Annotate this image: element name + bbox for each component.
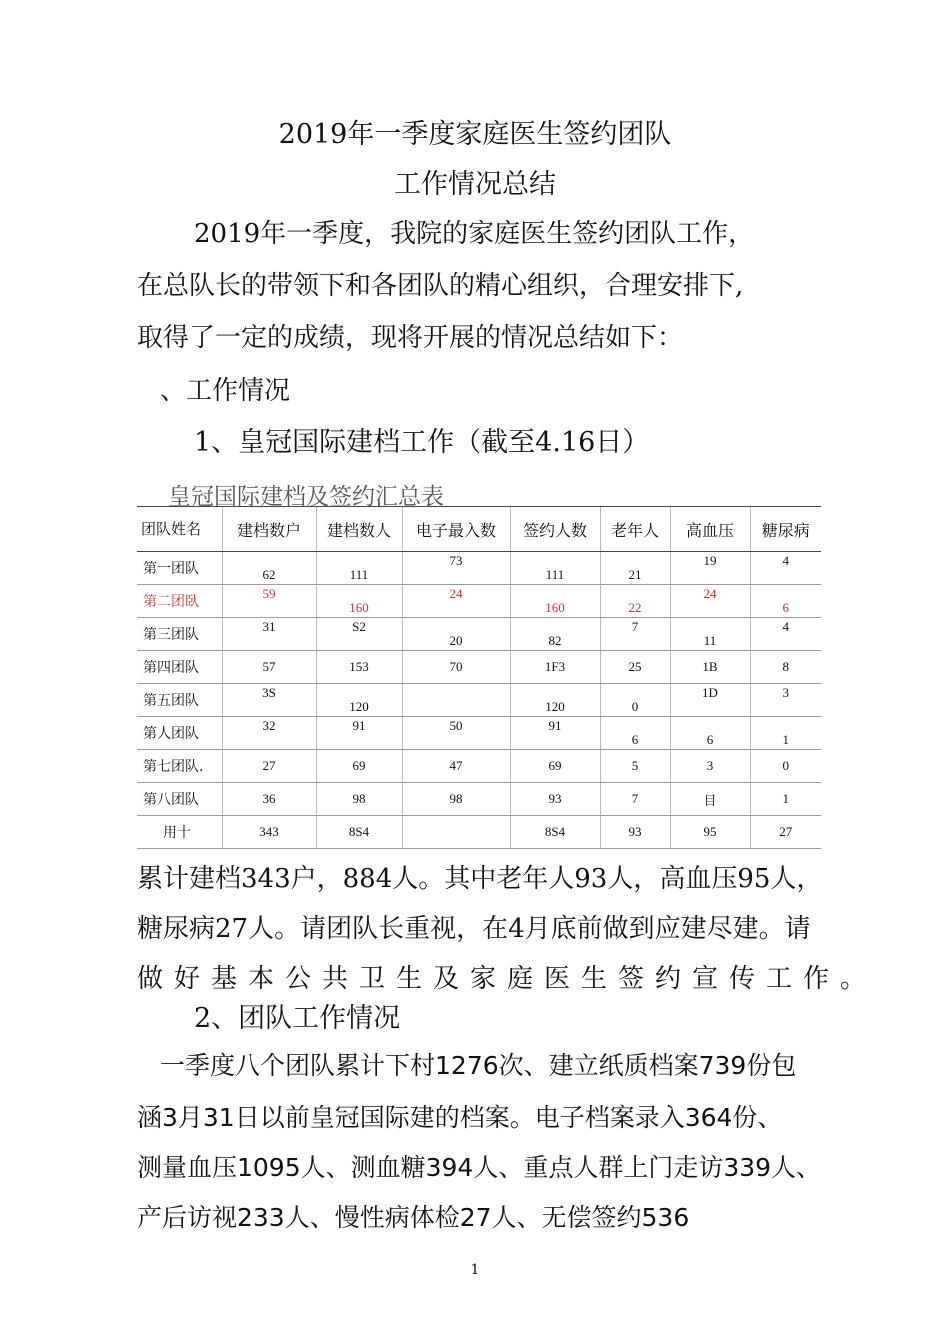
summary-line-2: 糖尿病27人。请团队长重视，在4月底前做到应建尽建。请 (137, 914, 811, 944)
table-cell: 62 (222, 552, 316, 585)
table-cell: 22 (600, 585, 670, 618)
intro-line-3: 取得了一定的成绩，现将开展的情况总结如下： (137, 323, 684, 353)
table-cell: 0 (750, 750, 821, 783)
header-electronic: 电子最入数 (402, 507, 510, 552)
section-heading: 、工作情况 (160, 376, 291, 406)
table-cell: 160 (316, 585, 402, 618)
summary-line-1: 累计建档343户，884人。其中老年人93人，高血压95人， (137, 864, 823, 894)
page-number: 1 (470, 1262, 480, 1278)
table-row (137, 684, 821, 717)
table-total-row (137, 816, 821, 849)
header-persons: 建档数人 (316, 507, 402, 552)
table-caption: 皇冠国际建档及签约汇总表 (168, 484, 444, 510)
team-work-line-2: 涵3月31日以前皇冠国际建的档案。电子档案录入364份、 (137, 1103, 783, 1132)
table-cell: 32 (222, 717, 316, 750)
team-cell: 第三团队 (137, 618, 222, 651)
table-cell: 7 (600, 783, 670, 816)
table-cell: 4 (750, 618, 821, 651)
table-cell: 20 (402, 618, 510, 651)
team-cell: 第二团臥 (137, 585, 222, 618)
header-team: 团队姓名 (137, 507, 222, 552)
table-cell: 1F3 (510, 651, 600, 684)
team-cell: 第四团队 (137, 651, 222, 684)
team-cell: 第人团队 (137, 717, 222, 750)
team-cell: 第七团队. (137, 750, 222, 783)
team-cell: 用十 (137, 816, 222, 849)
table-cell: 7 (600, 618, 670, 651)
table-cell: 27 (222, 750, 316, 783)
table-row (137, 651, 821, 684)
header-elderly: 老年人 (600, 507, 670, 552)
table-cell: 69 (510, 750, 600, 783)
table-cell: 153 (316, 651, 402, 684)
table-cell (402, 684, 510, 717)
intro-line-2: 在总队长的带领下和各团队的精心组织，合理安排下, (137, 271, 744, 301)
table-cell: 24 (402, 585, 510, 618)
table-cell: 8 (750, 651, 821, 684)
table-cell: 5 (600, 750, 670, 783)
table-cell: 57 (222, 651, 316, 684)
table-cell: 91 (316, 717, 402, 750)
table-cell: 21 (600, 552, 670, 585)
team-work-line-4: 产后访视233人、慢性病体检27人、无偿签约536 (137, 1203, 690, 1232)
table-cell: 0 (600, 684, 670, 717)
table-cell: 4 (750, 552, 821, 585)
table-cell: 93 (600, 816, 670, 849)
header-households: 建档数户 (222, 507, 316, 552)
table-row (137, 783, 821, 816)
team-work-line-3: 测量血压1095人、测血糖394人、重点人群上门走访339人、 (137, 1153, 822, 1182)
table-cell: 50 (402, 717, 510, 750)
table-cell: S2 (316, 618, 402, 651)
header-diabetes: 糖尿病 (750, 507, 821, 552)
table-cell: 6 (600, 717, 670, 750)
team-cell: 第一团队 (137, 552, 222, 585)
table-cell: 73 (402, 552, 510, 585)
table-cell: 19 (670, 552, 750, 585)
table-cell: 47 (402, 750, 510, 783)
team-cell: 第五团队 (137, 684, 222, 717)
table-row (137, 717, 821, 750)
table-cell: 82 (510, 618, 600, 651)
table-cell: 95 (670, 816, 750, 849)
table-cell: 98 (402, 783, 510, 816)
table-cell: 1D (670, 684, 750, 717)
subsection-heading-1: 1、皇冠国际建档工作（截至4.16日） (194, 427, 650, 458)
table-cell: 31 (222, 618, 316, 651)
table-row (137, 750, 821, 783)
table-cell: 111 (510, 552, 600, 585)
table-cell: 目 (670, 783, 750, 816)
header-hypertension: 高血压 (670, 507, 750, 552)
table-cell: 111 (316, 552, 402, 585)
table-cell: 1 (750, 783, 821, 816)
table-cell: 1B (670, 651, 750, 684)
table-cell: 3 (670, 750, 750, 783)
table-cell: 6 (670, 717, 750, 750)
subsection-heading-2: 2、团队工作情况 (194, 1003, 401, 1034)
summary-table (137, 506, 821, 849)
table-cell: 91 (510, 717, 600, 750)
table-cell: 69 (316, 750, 402, 783)
table-cell: 36 (222, 783, 316, 816)
table-cell: 24 (670, 585, 750, 618)
document-title-line1: 2019年一季度家庭医生签约团队 (278, 119, 672, 150)
intro-line-1: 2019年一季度，我院的家庭医生签约团队工作， (194, 219, 755, 249)
table-cell: 27 (750, 816, 821, 849)
table-cell: 3 (750, 684, 821, 717)
table-cell: 11 (670, 618, 750, 651)
team-work-line-1: 一季度八个团队累计下村1276次、建立纸质档案739份包 (160, 1051, 797, 1080)
table-cell: 8S4 (316, 816, 402, 849)
table-cell: 1 (750, 717, 821, 750)
table-cell: 343 (222, 816, 316, 849)
table-cell: 98 (316, 783, 402, 816)
table-cell: 70 (402, 651, 510, 684)
table-cell: 120 (316, 684, 402, 717)
table-header-row (137, 507, 821, 552)
table-cell: 25 (600, 651, 670, 684)
table-cell (402, 816, 510, 849)
table-row (137, 552, 821, 585)
table-row (137, 618, 821, 651)
table-cell: 6 (750, 585, 821, 618)
table-cell: 160 (510, 585, 600, 618)
table-cell: 120 (510, 684, 600, 717)
summary-line-3: 做好基本公共卫生及家庭医生签约宣传工作。 (137, 964, 878, 994)
document-title-line2: 工作情况总结 (394, 169, 556, 200)
table-row (137, 585, 821, 618)
header-signed: 签约人数 (510, 507, 600, 552)
table-cell: 93 (510, 783, 600, 816)
table-cell: 3S (222, 684, 316, 717)
table-cell: 59 (222, 585, 316, 618)
team-cell: 第八团队 (137, 783, 222, 816)
table-cell: 8S4 (510, 816, 600, 849)
